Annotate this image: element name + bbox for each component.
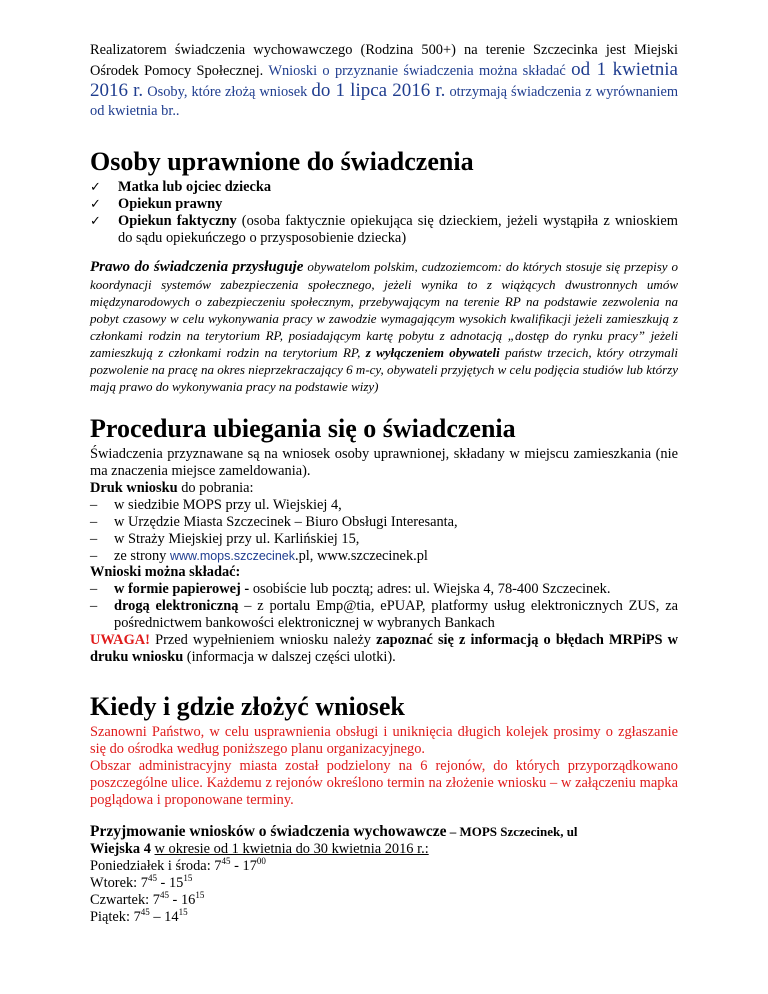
entitlement-text-2: państw trzecich, który otrzymali pozwolenie na pracę na okres nieprzekraczający 6 m-cy, obywateli przyjętych w celu podjęcia studiów lub którzy mają prawo do wykonywania pracy na podstawie wizy) bbox=[90, 345, 679, 394]
hours-day: Poniedziałek i środa: bbox=[90, 858, 215, 874]
hours-sep: – bbox=[149, 909, 165, 925]
hours-end-m: 00 bbox=[256, 856, 266, 866]
paper-form-bold: w formie papierowej - bbox=[114, 581, 250, 597]
intro-paragraph bbox=[90, 41, 678, 121]
submission-block bbox=[90, 564, 678, 666]
hours-row bbox=[90, 875, 678, 892]
entitlement-lead: Prawo do świadczenia przysługuje bbox=[90, 259, 304, 275]
intro-text-2: Wnioski o przyznanie świadczenia można składać bbox=[268, 63, 566, 79]
hours-end-h: 14 bbox=[164, 909, 179, 925]
hours-start-m: 45 bbox=[159, 890, 169, 900]
procedure-intro: Świadczenia przyznawane są na wniosek osoby uprawnionej, składany w miejscu zamieszkania (nie ma znaczenia miejsce zameldowania). bbox=[90, 446, 678, 479]
dash-bullet: – bbox=[90, 598, 98, 614]
hours-sep: - bbox=[230, 858, 243, 874]
eligible-item-bold: Opiekun faktyczny bbox=[118, 213, 237, 229]
list-item bbox=[90, 497, 678, 514]
warning-text-3: (informacja w dalszej części ulotki). bbox=[183, 649, 396, 665]
list-item bbox=[90, 598, 678, 632]
hours-start-h: 7 bbox=[140, 875, 148, 891]
entitlement-exclusion: z wyłączeniem obywateli bbox=[365, 345, 500, 360]
warning-text-bold: zapoznać się z informacją o błędach MRPiPS w druku wniosku bbox=[90, 632, 678, 665]
section-title-when-where: Kiedy i gdzie złożyć wniosek bbox=[90, 692, 405, 721]
electronic-form-bold: drogą elektroniczną bbox=[114, 598, 239, 614]
submission-title bbox=[90, 564, 678, 581]
intro-text-6: otrzymają świadczenia z wyrównaniem od kwietnia br.. bbox=[90, 84, 679, 119]
hours-start-h: 7 bbox=[214, 858, 222, 874]
hours-row bbox=[90, 858, 678, 875]
hours-start-m: 45 bbox=[147, 873, 157, 883]
hours-period: w okresie od 1 kwietnia do 30 kwietnia 2016 r.: bbox=[154, 841, 429, 857]
hours-end-h: 15 bbox=[168, 875, 184, 891]
warning-label: UWAGA! bbox=[90, 632, 150, 648]
list-item bbox=[90, 514, 678, 531]
hours-start-m: 45 bbox=[221, 856, 231, 866]
list-item bbox=[90, 179, 678, 196]
download-web-pre: ze strony bbox=[114, 548, 170, 564]
form-download-line bbox=[90, 480, 678, 497]
intro-text-1: Realizatorem świadczenia wychowawczego (Rodzina 500+) na terenie Szczecinka jest Miejski Ośrodek Pomocy Społecznej. bbox=[90, 42, 678, 79]
hours-address: Wiejska 4 bbox=[90, 841, 151, 857]
when-where-p1: Szanowni Państwo, w celu usprawnienia obsługi i uniknięcia długich kolejek prosimy o zgłaszanie się do ośrodka według poniższego planu organizacyjnego. bbox=[90, 724, 678, 757]
hours-heading-main: Przyjmowanie wniosków o świadczenia wychowawcze bbox=[90, 823, 447, 840]
form-download-rest: do pobrania: bbox=[177, 480, 254, 496]
hours-sep: - bbox=[168, 892, 181, 908]
eligible-item-bold: Matka lub ojciec dziecka bbox=[118, 179, 272, 195]
download-location: w Straży Miejskiej przy ul. Karlińskiej 15, bbox=[114, 531, 360, 547]
hours-period-line bbox=[90, 841, 678, 858]
intro-date-start: od 1 kwietnia 2016 r. bbox=[90, 59, 678, 101]
hours-row bbox=[90, 909, 678, 926]
download-location: w siedzibie MOPS przy ul. Wiejskiej 4, bbox=[114, 497, 342, 513]
checkmark-icon: ✓ bbox=[90, 180, 101, 195]
hours-heading-place: – MOPS Szczecinek, ul bbox=[446, 824, 578, 839]
warning-text-1: Przed wypełnieniem wniosku należy bbox=[149, 632, 377, 648]
eligible-list bbox=[90, 179, 678, 247]
dash-bullet: – bbox=[90, 514, 98, 530]
hours-day: Wtorek: bbox=[90, 875, 141, 891]
section-title-procedure: Procedura ubiegania się o świadczenia bbox=[90, 414, 516, 443]
hours-block bbox=[90, 823, 678, 926]
hours-start-h: 7 bbox=[152, 892, 160, 908]
checkmark-icon: ✓ bbox=[90, 197, 101, 212]
hours-heading bbox=[90, 823, 678, 841]
paper-form-rest: osobiście lub pocztą; adres: ul. Wiejska 4, 78-400 Szczecinek. bbox=[249, 581, 611, 597]
hours-end-m: 15 bbox=[178, 907, 188, 917]
hours-start-m: 45 bbox=[140, 907, 150, 917]
list-item bbox=[90, 531, 678, 548]
dash-bullet: – bbox=[90, 548, 98, 564]
hours-end-m: 15 bbox=[195, 890, 205, 900]
hours-start-h: 7 bbox=[133, 909, 141, 925]
checkmark-icon: ✓ bbox=[90, 214, 101, 229]
warning-paragraph bbox=[90, 632, 678, 666]
entitlement-text-1: obywatelom polskim, cudzoziemcom: do których stosuje się przepisy o koordynacji systemów zabezpieczenia społecznego, jeżeli wynika to z wiążących dwustronnych umów międzynarodowych o zabezpieczeniu społecznym, przebywającym na terenie RP na podstawie zezwolenia na pobyt czasowy w celu wykonywania pracy w zawodzie wymagającym wysokich kwalifikacji jeżeli zamieszkują z członkami rodzin na terytorium RP, posiadającym kartę pobytu z adnotacją „dostęp do rynku pracy” jeżeli zamieszkują z członkami rodzin na terytorium RP, bbox=[90, 259, 678, 360]
intro-date-deadline: do 1 lipca 2016 r. bbox=[311, 80, 446, 101]
mops-website-link[interactable]: www.mops.szczecinek bbox=[169, 549, 295, 563]
dash-bullet: – bbox=[90, 581, 98, 597]
eligible-item-rest: (osoba faktycznie opiekująca się dzieckiem, jeżeli wystąpiła z wnioskiem do sądu opiekuńczego o przysposobienie dziecka) bbox=[118, 213, 678, 246]
list-item bbox=[90, 196, 678, 213]
hours-end-h: 16 bbox=[180, 892, 196, 908]
download-location: w Urzędzie Miasta Szczecinek – Biuro Obsługi Interesanta, bbox=[114, 514, 458, 530]
list-item bbox=[90, 213, 678, 247]
hours-day: Czwartek: bbox=[90, 892, 153, 908]
hours-sep: - bbox=[156, 875, 169, 891]
entitlement-paragraph bbox=[90, 258, 678, 395]
list-item bbox=[90, 548, 678, 565]
list-item bbox=[90, 581, 678, 598]
when-where-block bbox=[90, 724, 678, 809]
download-web-post: .pl, www.szczecinek.pl bbox=[295, 548, 428, 564]
dash-bullet: – bbox=[90, 497, 98, 513]
hours-day: Piątek: bbox=[90, 909, 134, 925]
form-download-bold: Druk wniosku bbox=[90, 480, 178, 496]
hours-end-h: 17 bbox=[242, 858, 257, 874]
submission-title-text: Wnioski można składać: bbox=[90, 564, 241, 580]
procedure-block bbox=[90, 446, 678, 565]
when-where-p2: Obszar administracyjny miasta został podzielony na 6 rejonów, do których przyporządkowano poszczególne ulice. Każdemu z rejonów określono termin na złożenie wniosku – w załączeniu mapka poglądowa i proponowane terminy. bbox=[90, 758, 678, 808]
hours-end-m: 15 bbox=[183, 873, 193, 883]
section-title-eligible: Osoby uprawnione do świadczenia bbox=[90, 147, 474, 176]
dash-bullet: – bbox=[90, 531, 98, 547]
intro-text-4: Osoby, które złożą wniosek bbox=[147, 84, 308, 100]
eligible-item-bold: Opiekun prawny bbox=[118, 196, 223, 212]
electronic-form-rest: – z portalu Emp@tia, ePUAP, platformy usług elektronicznych ZUS, za pośrednictwem bankowości elektronicznej w wybranych Bankach bbox=[114, 598, 678, 631]
